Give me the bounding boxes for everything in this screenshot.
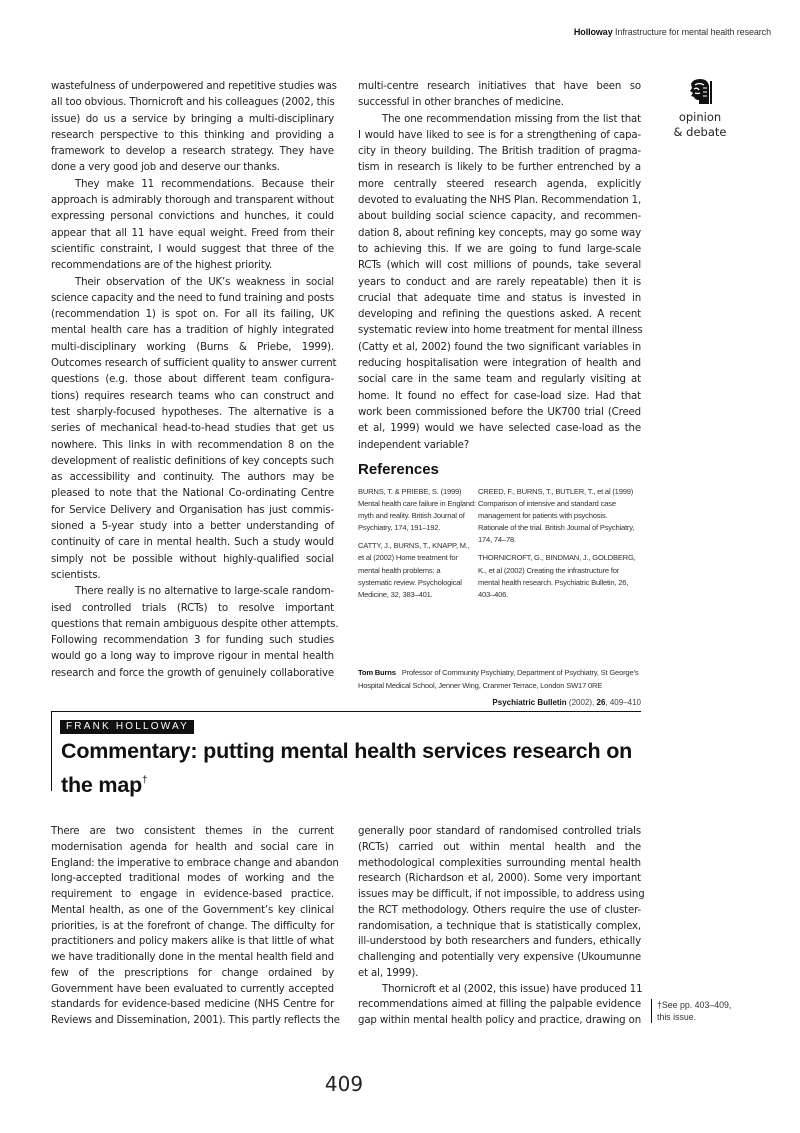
text-line: research perspective to this thinking and providing a <box>51 129 334 141</box>
text-line: generally poor standard of randomised controlled trials <box>358 826 641 837</box>
text-line: Reviews and Dissemination, 2001). This partly reflects the <box>51 1015 340 1026</box>
text-line: They make 11 recommendations. Because their <box>75 178 334 190</box>
text-line: practitioners and policy makers alike is that little of what <box>51 936 334 948</box>
citation-journal: Psychiatric Bulletin <box>492 698 567 707</box>
divider-vertical <box>51 711 52 791</box>
text-line: recommendations are of the highest priority. <box>51 260 273 272</box>
text-line: modernisation agenda for health and social care in <box>51 841 334 853</box>
text-line: approach is admirably thorough and transparent without <box>51 195 334 207</box>
text-line: I would have liked to see is for a strengthening of capa- <box>358 129 641 141</box>
text-line: There are two consistent themes in the current <box>51 826 334 837</box>
text-line: scientists. <box>51 569 101 581</box>
text-line: (RCTs) carried out within mental health and the <box>358 841 641 853</box>
article-title-text: Commentary: putting mental health services research on the map <box>61 739 633 797</box>
text-line: would go a long way to improve rigour in mental health <box>51 651 334 663</box>
text-line: RCTs (which will cost millions of pounds, take several <box>358 260 641 272</box>
text-line: questions (e.g. those about different team configura- <box>51 374 334 386</box>
text-line: mental health care has a tradition of highly integrated <box>51 325 334 337</box>
references-heading: References <box>358 461 439 478</box>
divider <box>51 711 641 712</box>
text-line: methodological complexities surrounding mental health <box>358 857 641 869</box>
text-line: tism in research is likely to be further entrenched by a <box>358 162 641 174</box>
text-line: research and force the growth of genuinely collaborative <box>51 667 334 679</box>
author-affiliation: Professor of Community Psychiatry, Department of Psychiatry, St George’s Hospital Medical School, Jenner Wing, Cranmer Terrace, London SW17 0RE <box>358 668 639 690</box>
text-line: independent variable? <box>358 439 469 451</box>
text-line: to achieving this. If we are going to fund large-scale <box>358 243 641 255</box>
text-line: reducing hospitalisation were integration of health and <box>358 358 641 370</box>
text-line: development of realistic definitions of key concepts such <box>51 455 334 467</box>
text-line: sioned a 5-year study into a better understanding of <box>51 521 334 533</box>
reference-item: THORNICROFT, G., BINDMAN, J., GOLDBERG, K., et al (2002) Creating the infrastructure for mental health research. Psychiatric Bulletin, 26, 403–406. <box>478 553 636 599</box>
text-line: appear that all 11 have equal weight. Freed from their <box>51 227 334 239</box>
text-line: research (Richardson et al, 2000). Some very important <box>358 873 641 885</box>
reference-item: BURNS, T. & PRIEBE, S. (1999) Mental health care failure in England: myth and reality. British Journal of Psychiatry, 174, 191–192. <box>358 487 476 533</box>
text-line: work been commissioned before the UK700 trial (Creed <box>358 406 641 418</box>
citation-year: (2002), <box>568 698 595 707</box>
text-line: done a very good job and deserve our thanks. <box>51 162 280 174</box>
text-line: (recommendation 1) is spot on. For all its failing, UK <box>51 309 334 321</box>
citation-pages: , 409–410 <box>605 698 641 707</box>
text-line: Government have been evaluated to currently accepted <box>51 983 334 995</box>
footnote <box>651 999 731 1023</box>
text-line: challenging and potentially very expensive (Ukoumunne <box>358 952 641 963</box>
text-line: et al, 1999) would we have selected case-load as the <box>358 423 641 435</box>
running-header <box>574 27 771 37</box>
text-line: we have traditionally done in the mental health field and <box>51 952 334 963</box>
article1-right-column <box>358 79 641 454</box>
text-line: standards for evidence-based medicine (NHS Centre for <box>51 999 334 1011</box>
text-line: pleased to note that the National Co-ordinating Centre <box>51 488 334 500</box>
text-line: few of the prescriptions for change ordained by <box>51 967 334 979</box>
text-line: issue) do us a service by bringing a multi-disciplinary <box>51 113 334 125</box>
footnote-line: this issue. <box>657 1012 697 1022</box>
text-line: multi-centre research initiatives that have been so <box>358 81 641 92</box>
text-line: gap within mental health policy and practice, drawing on <box>358 1015 641 1026</box>
text-line: multi-disciplinary working (Burns & Priebe, 1999). <box>51 341 334 353</box>
text-line: nowhere. This links in with recommendation 8 on the <box>51 439 334 451</box>
references-column-2 <box>478 486 636 607</box>
article1-left-column <box>51 79 339 682</box>
section-label <box>668 78 732 140</box>
text-line: expressing personal convictions and hunches, it could <box>51 211 334 223</box>
header-title: Infrastructure for mental health research <box>615 27 771 37</box>
author-banner: FRANK HOLLOWAY <box>60 720 194 734</box>
text-line: all too obvious. Thornicroft and his colleagues (2002, this <box>51 97 335 109</box>
text-line: scientific constraint, I would suggest that three of the <box>51 243 334 255</box>
text-line: the RCT methodology. Others require the use of cluster- <box>358 904 641 916</box>
section-label-line2: & debate <box>673 125 727 139</box>
text-line: Thornicroft et al (2002, this issue) have produced 11 <box>382 983 643 995</box>
article2-right-column <box>358 824 645 1029</box>
text-line: series of mechanical head-to-head studies that get us <box>51 423 334 435</box>
text-line: wastefulness of underpowered and repetitive studies was <box>51 81 337 92</box>
text-line: framework to develop a research strategy. They have <box>51 146 334 158</box>
text-line: as accessibility and continuity. The authors may be <box>51 472 334 484</box>
text-line: test sharply-focused hypotheses. The alternative is a <box>51 406 334 418</box>
text-line: priorities, is at the forefront of change. The difficulty for <box>51 920 334 932</box>
text-line: ill-understood by both researchers and funders, ethically <box>358 936 641 948</box>
author-name: Tom Burns <box>358 668 396 677</box>
text-line: devoted to evaluating the NHS Plan. Recommendation 1, <box>358 195 642 207</box>
references-column-1 <box>358 486 476 607</box>
page-number: 409 <box>324 1072 364 1096</box>
text-line: continuity of care in mental health. Such a study would <box>51 537 334 549</box>
text-line: successful in other branches of medicine. <box>358 97 564 109</box>
text-line: years to conduct and are rarely repeatable) then it is <box>358 276 641 288</box>
text-line: ised controlled trials (RCTs) to resolve important <box>51 602 334 614</box>
text-line: systematic review into home treatment for mental illness <box>358 325 643 337</box>
text-line: about building social science capacity, and recommen- <box>358 211 641 223</box>
section-label-line1: opinion <box>678 110 722 124</box>
text-line: science capacity and the need to fund training and posts <box>51 292 334 304</box>
text-line: questions that remain ambiguous despite other attempts. <box>51 618 339 630</box>
journal-citation <box>492 698 641 707</box>
text-line: There really is no alternative to large-scale random- <box>75 586 334 598</box>
text-line: England: the imperative to embrace change and abandon <box>51 857 339 869</box>
text-line: recommendations aimed at filling the palpable evidence <box>358 999 641 1011</box>
author-note <box>358 667 648 692</box>
text-line: Their observation of the UK’s weakness in social <box>75 276 334 288</box>
head-profile-icon <box>687 78 713 106</box>
text-line: Following recommendation 3 for funding such studies <box>51 635 334 647</box>
footnote-mark: † <box>142 775 148 786</box>
text-line: developing and refining the questions asked. A recent <box>358 309 641 321</box>
citation-volume: 26 <box>596 698 606 707</box>
text-line: crucial that adequate time and status is invested in <box>358 292 641 304</box>
text-line: home. It found no effect for case-load size. Had that <box>358 390 641 402</box>
text-line: et al, 1999). <box>358 967 419 979</box>
text-line: The one recommendation missing from the list that <box>382 113 641 125</box>
text-line: issues may be difficult, if not impossible, to address using <box>358 889 645 900</box>
text-line: tions) requires research teams who can construct and <box>51 390 334 402</box>
footnote-line: †See pp. 403–409, <box>657 1000 732 1010</box>
text-line: more centrally steered research agenda, explicitly <box>358 178 641 190</box>
text-line: dation 8, about refining key concepts, may go some way <box>358 227 641 239</box>
text-line: requirement to engage in evidence-based practice. <box>51 889 334 900</box>
reference-item: CATTY, J., BURNS, T., KNAPP, M., et al (2002) Home treatment for mental health problems: a systematic review. Psychological Medicine, 32, 383–401. <box>358 541 470 599</box>
text-line: city in theory building. The British tradition of pragma- <box>358 146 641 158</box>
text-line: for Service Delivery and Organisation has just commis- <box>51 504 334 516</box>
reference-item: CREED, F., BURNS, T., BUTLER, T., et al (1999) Comparison of intensive and standard case management for patients with psychosis. Rationale of the trial. British Journal of Psychiatry, 174, 74–78. <box>478 487 635 545</box>
text-line: Mental health, as one of the Government’s key clinical <box>51 904 334 916</box>
text-line: Outcomes research of sufficient quality to answer current <box>51 358 337 370</box>
header-author: Holloway <box>573 27 613 37</box>
article-title <box>61 737 651 800</box>
article2-left-column <box>51 824 340 1029</box>
text-line: simply not be possible without highly-qualified social <box>51 553 334 565</box>
text-line: randomisation, a technique that is statistically complex, <box>358 920 641 932</box>
text-line: (Catty et al, 2002) found the two significant variables in <box>358 341 641 353</box>
text-line: social care in the same team and regularly visiting at <box>358 374 641 386</box>
text-line: long-accepted traditional modes of working and the <box>51 873 334 885</box>
